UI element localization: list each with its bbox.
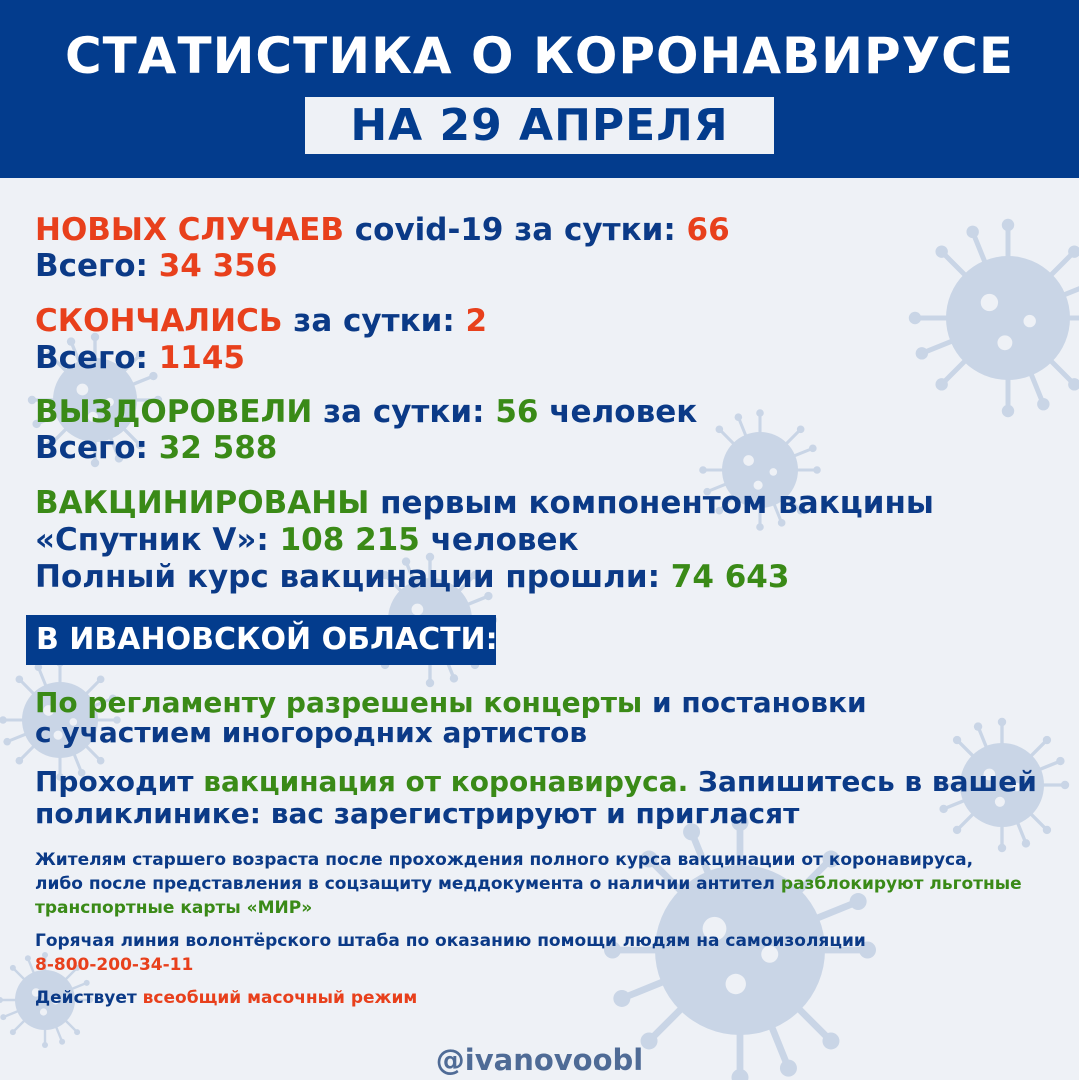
region-heading: В ИВАНОВСКОЙ ОБЛАСТИ:	[36, 622, 498, 657]
concerts-green: По регламенту разрешены концерты	[35, 686, 643, 719]
hotline-line	[35, 929, 866, 953]
vaccinated-line	[35, 484, 934, 522]
deaths-total-line	[35, 339, 245, 377]
recovered-total-line	[35, 429, 277, 467]
vaccinated-text: первым компонентом вакцины	[369, 485, 934, 521]
elderly-line-3	[35, 896, 312, 920]
vacc-pre: Проходит	[35, 765, 204, 798]
new-cases-line	[35, 211, 730, 249]
date-badge	[305, 97, 774, 154]
vacc-rest: Запишитесь в вашей	[688, 765, 1037, 798]
hotline-text: Горячая линия волонтёрского штаба по оказанию помощи людям на самоизоляции	[35, 931, 866, 951]
mask-red: всеобщий масочный режим	[142, 988, 418, 1008]
recovered-suffix: человек	[538, 394, 698, 430]
new-cases-text: covid-19 за сутки:	[344, 212, 687, 248]
elderly-text-2: либо после представления в соцзащиту меддокумента о наличии антител	[35, 874, 781, 894]
new-cases-total-line	[35, 247, 277, 285]
vaccination-line	[35, 765, 1037, 799]
elderly-line-2	[35, 872, 1022, 896]
elderly-text-1: Жителям старшего возраста после прохождения полного курса вакцинации от коронавируса,	[35, 850, 974, 870]
new-cases-value: 66	[686, 212, 730, 248]
new-cases-total: 34 356	[158, 248, 278, 284]
hotline-phone-line	[35, 953, 193, 977]
total-label: Всего:	[35, 248, 159, 284]
vacc-green: вакцинация от коронавируса.	[203, 765, 689, 798]
vaccinated-label: ВАКЦИНИРОВАНЫ	[35, 485, 370, 521]
total-label: Всего:	[35, 340, 159, 376]
vaccinated-value: 108 215	[279, 522, 420, 558]
vaccinated-suffix: человек	[419, 522, 579, 558]
elderly-green-3: транспортные карты «МИР»	[35, 898, 313, 918]
deaths-label: СКОНЧАЛИСЬ	[35, 303, 283, 339]
virus-icon	[909, 219, 1079, 417]
recovered-value: 56	[495, 394, 539, 430]
full-course-line	[35, 558, 789, 596]
vaccine-name: «Спутник V»:	[35, 522, 280, 558]
vaccinated-count-line	[35, 521, 579, 559]
full-course-value: 74 643	[670, 559, 790, 595]
deaths-value: 2	[465, 303, 488, 339]
concerts-line-2	[35, 716, 587, 750]
deaths-line	[35, 302, 487, 340]
elderly-green-2: разблокируют льготные	[780, 874, 1022, 894]
total-label: Всего:	[35, 430, 159, 466]
header-banner	[0, 0, 1079, 178]
deaths-total: 1145	[158, 340, 245, 376]
concerts-line2: с участием иногородних артистов	[35, 716, 588, 749]
recovered-text: за сутки:	[312, 394, 496, 430]
recovered-total: 32 588	[158, 430, 278, 466]
page-title: СТАТИСТИКА О КОРОНАВИРУСЕ	[64, 27, 1015, 85]
date-label: НА 29 АПРЕЛЯ	[350, 100, 729, 151]
elderly-line-1	[35, 848, 973, 872]
hotline-phone: 8-800-200-34-11	[35, 955, 194, 975]
social-handle: @ivanovoobl	[435, 1043, 644, 1077]
full-course-label: Полный курс вакцинации прошли:	[35, 559, 671, 595]
mask-line	[35, 986, 417, 1010]
region-heading-banner	[26, 615, 496, 665]
recovered-label: ВЫЗДОРОВЕЛИ	[35, 394, 313, 430]
concerts-line	[35, 686, 867, 720]
mask-pre: Действует	[35, 988, 143, 1008]
vacc-line2: поликлинике: вас зарегистрируют и пригласят	[35, 797, 800, 830]
new-cases-label: НОВЫХ СЛУЧАЕВ	[35, 212, 344, 248]
recovered-line	[35, 393, 697, 431]
concerts-rest: и постановки	[642, 686, 867, 719]
deaths-text: за сутки:	[282, 303, 466, 339]
vaccination-line-2	[35, 797, 799, 831]
